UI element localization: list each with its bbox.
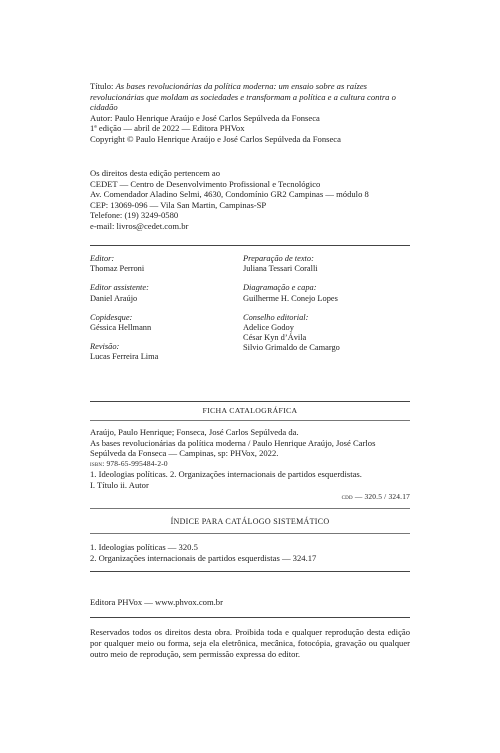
- copydesk-role: Copidesque:: [90, 312, 133, 322]
- title-label: Título:: [90, 81, 114, 91]
- edition-line: 1ª edição — abril de 2022 — Editora PHVox: [90, 123, 245, 134]
- copyright-line: Copyright © Paulo Henrique Araújo e José Carlos Sepúlveda da Fonseca: [90, 133, 341, 144]
- catalog-cdd: cdd — 320.5 / 324.17: [341, 491, 410, 501]
- divider-index-heading: [90, 533, 410, 534]
- credits-left: [90, 254, 230, 363]
- catalog-record: [90, 427, 410, 502]
- board-member: Adelice Godoy: [243, 323, 294, 333]
- rights-line-4: CEP: 13069-096 — Vila San Martin, Campinas-SP: [90, 199, 267, 210]
- divider-index-top: [90, 508, 410, 509]
- editor-name: Thomaz Perroni: [90, 264, 145, 274]
- index-heading-block: [90, 517, 410, 528]
- divider-top: [90, 245, 410, 246]
- title-line: [90, 81, 410, 113]
- rights-line-1: Os direitos desta edição pertencem ao: [90, 168, 221, 178]
- rights-line-5: Telefone: (19) 3249-0580: [90, 210, 179, 221]
- credits-right: [243, 254, 413, 354]
- board-role: Conselho editorial:: [243, 312, 309, 322]
- index-item-2: 2. Organizações internacionais de partidos esquerdistas — 324.17: [90, 552, 317, 563]
- prep-name: Juliana Tessari Coralli: [243, 264, 318, 274]
- catalog-subjects: 1. Ideologias políticas. 2. Organizações internacionais de partidos esquerdistas.: [90, 469, 362, 480]
- divider-catalog-top: [90, 401, 410, 402]
- reserved-block: [90, 627, 410, 660]
- index-list: [90, 542, 410, 563]
- assistant-name: Daniel Araújo: [90, 293, 138, 303]
- book-title: As bases revolucionárias da política moderna: um ensaio sobre as raízes revolucionárias que moldam as sociedades e transformam a política e a cultura contra o cidadão: [90, 81, 396, 113]
- title-block: [90, 81, 410, 145]
- copydesk-name: Géssica Hellmann: [90, 323, 152, 333]
- catalog-author: Araújo, Paulo Henrique; Fonseca, José Carlos Sepúlveda da.: [90, 427, 299, 437]
- rights-line-2: CEDET — Centro de Desenvolvimento Profissional e Tecnológico: [90, 178, 321, 189]
- index-item-1: 1. Ideologias políticas — 320.5: [90, 542, 198, 552]
- catalog-imprint: Sepúlveda da Fonseca — Campinas, sp: PHVox, 2022.: [90, 448, 279, 459]
- board-member: Silvio Grimaldo de Camargo: [243, 343, 340, 353]
- revision-role: Revisão:: [90, 342, 120, 352]
- catalog-title: As bases revolucionárias da política moderna / Paulo Henrique Araújo, José Carlos: [90, 437, 376, 448]
- prep-role: Preparação de texto:: [243, 254, 314, 263]
- divider-index-bottom: [90, 571, 410, 572]
- revision-name: Lucas Ferreira Lima: [90, 352, 159, 362]
- assistant-role: Editor assistente:: [90, 283, 149, 293]
- divider-catalog-heading: [90, 420, 410, 421]
- rights-line-3: Av. Comendador Aladino Selmi, 4630, Condomínio GR2 Campinas — módulo 8: [90, 189, 369, 200]
- layout-role: Diagramação e capa:: [243, 283, 317, 293]
- catalog-heading-block: [90, 406, 410, 417]
- catalog-isbn: isbn: 978-65-995484-2-0: [90, 458, 168, 468]
- reserved-text: Reservados todos os direitos desta obra. Proibida toda e qualquer reprodução desta edição por qualquer meio ou forma, seja ela eletrônica, mecânica, fotocópia, gravação ou qualquer outro meio de reprodução, sem permissão expressa do editor.: [90, 627, 410, 659]
- publisher-line: Editora PHVox — www.phvox.com.br: [90, 597, 223, 607]
- authors-line: Autor: Paulo Henrique Araújo e José Carlos Sepúlveda da Fonseca: [90, 112, 320, 123]
- editor-role: Editor:: [90, 254, 115, 263]
- publisher-block: [90, 597, 410, 608]
- catalog-heading: FICHA CATALOGRÁFICA: [202, 406, 298, 415]
- board-member: César Kyn d’Ávila: [243, 333, 307, 343]
- rights-email: e-mail: livros@cedet.com.br: [90, 220, 189, 231]
- layout-name: Guilherme H. Conejo Lopes: [243, 293, 338, 303]
- index-heading: ÍNDICE PARA CATÁLOGO SISTEMÁTICO: [170, 517, 330, 526]
- divider-bottom: [90, 617, 410, 618]
- rights-block: [90, 168, 410, 232]
- catalog-entries: I. Título ii. Autor: [90, 479, 149, 490]
